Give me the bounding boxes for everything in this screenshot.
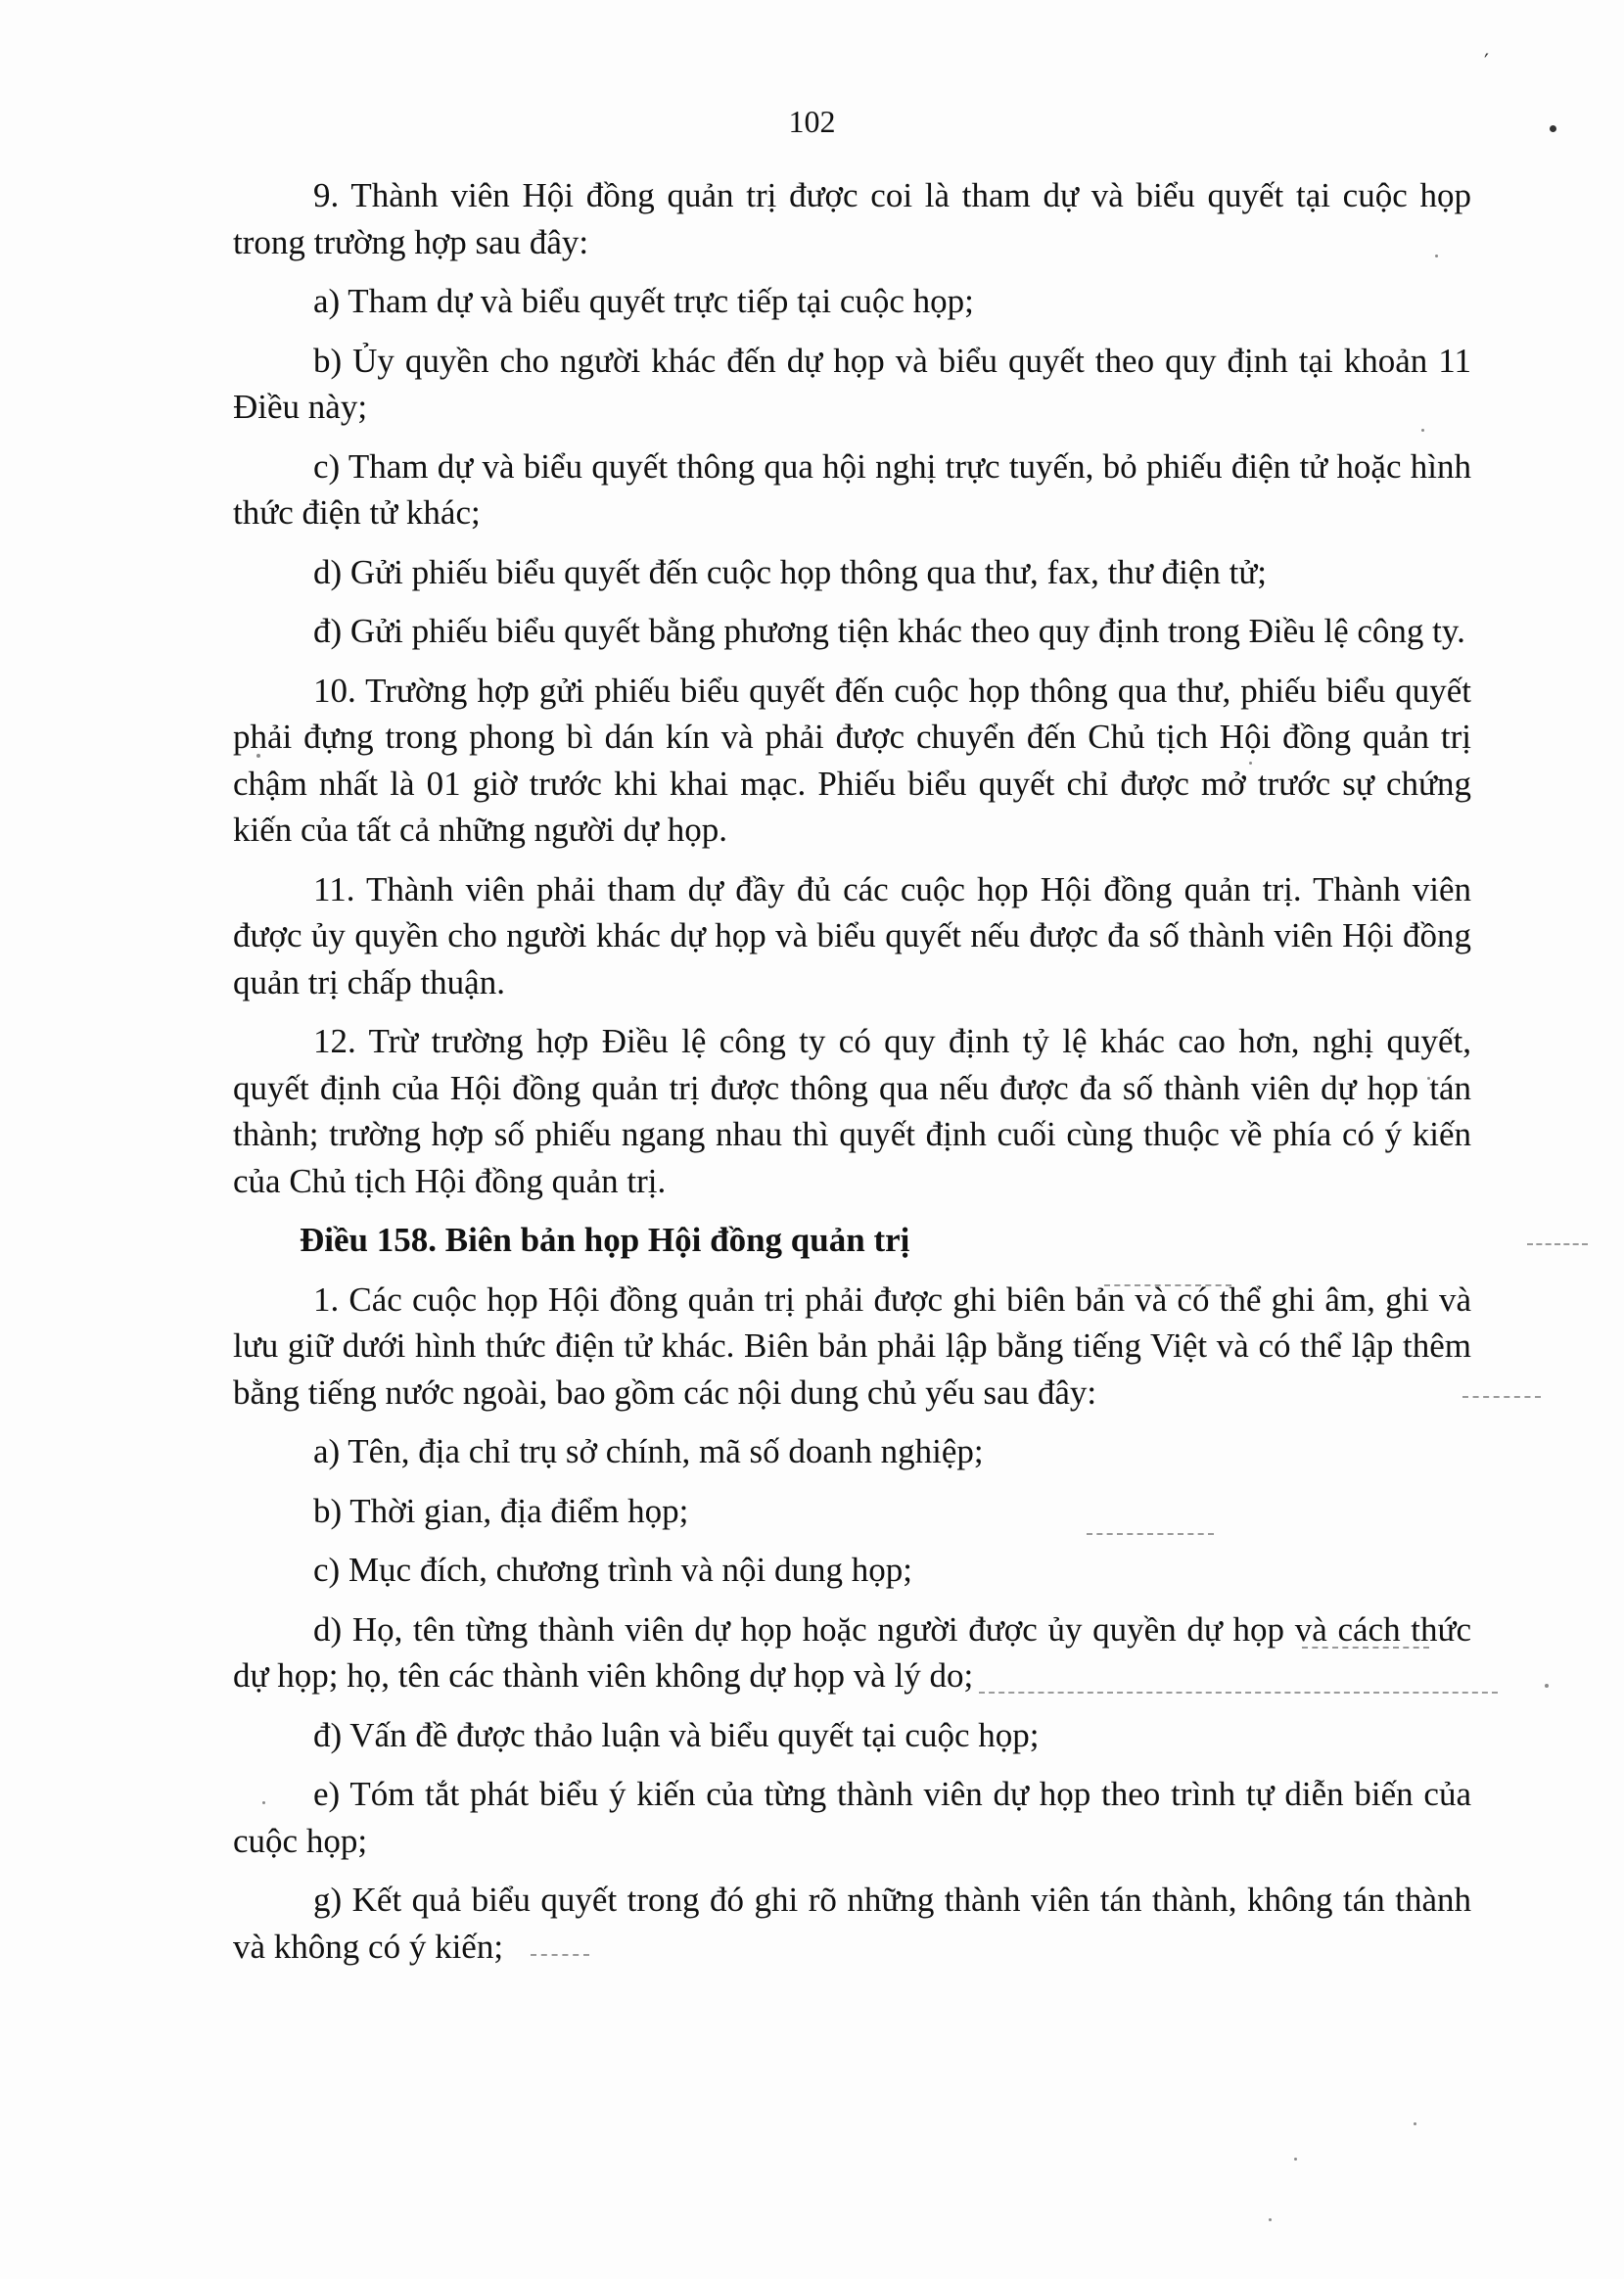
item-1d: d) Họ, tên từng thành viên dự họp hoặc người được ủy quyền dự họp và cách thức dự họp; họ, tên các thành viên không dự họp và lý do; xyxy=(233,1609,1471,1695)
item-1dd: đ) Vấn đề được thảo luận và biểu quyết tại cuộc họp; xyxy=(313,1715,1040,1754)
scan-mark: ′ xyxy=(1484,51,1489,75)
item-1b: b) Thời gian, địa điểm họp; xyxy=(313,1491,689,1530)
item-1c: c) Mục đích, chương trình và nội dung họp; xyxy=(313,1551,912,1589)
item-1a: a) Tên, địa chỉ trụ sở chính, mã số doanh nghiệp; xyxy=(313,1432,984,1470)
item-1g: g) Kết quả biểu quyết trong đó ghi rõ những thành viên tán thành, không tán thành và không có ý kiến; xyxy=(233,1881,1471,1966)
item-9b: b) Ủy quyền cho người khác đến dự họp và biểu quyết theo quy định tại khoản 11 Điều này; xyxy=(233,341,1471,426)
scan-speck xyxy=(1294,2158,1297,2161)
scan-speck xyxy=(1414,2122,1416,2125)
paragraph-11: 11. Thành viên phải tham dự đầy đủ các cuộc họp Hội đồng quản trị. Thành viên được ủy quyền cho người khác dự họp và biểu quyết nếu được đa số thành viên Hội đồng quản trị chấp thuận. xyxy=(233,869,1471,1001)
scan-speck xyxy=(1269,2218,1272,2221)
scan-dash xyxy=(1462,1396,1541,1398)
item-9c: c) Tham dự và biểu quyết thông qua hội nghị trực tuyến, bỏ phiếu điện tử hoặc hình thức điện tử khác; xyxy=(233,446,1471,532)
article-158-paragraph-1: 1. Các cuộc họp Hội đồng quản trị phải được ghi biên bản và có thể ghi âm, ghi và lưu giữ dưới hình thức điện tử khác. Biên bản phải lập bằng tiếng Việt và có thể lập thêm bằng tiếng nước ngoài, bao gồm các nội dung chủ yếu sau đây: xyxy=(233,1279,1471,1412)
article-158-heading: Điều 158. Biên bản họp Hội đồng quản trị xyxy=(300,1221,910,1259)
item-9dd: đ) Gửi phiếu biểu quyết bằng phương tiện khác theo quy định trong Điều lệ công ty. xyxy=(313,612,1465,650)
page-number: 102 xyxy=(788,104,836,139)
paragraph-10: 10. Trường hợp gửi phiếu biểu quyết đến cuộc họp thông qua thư, phiếu biểu quyết phải đựng trong phong bì dán kín và phải được chuyển đến Chủ tịch Hội đồng quản trị chậm nhất là 01 giờ trước khi khai mạc. Phiếu biểu quyết chỉ được mở trước sự chứng kiến của tất cả những người dự họp. xyxy=(233,671,1471,849)
document-body xyxy=(233,172,1471,1982)
scan-speck xyxy=(1545,1684,1549,1688)
item-9d: d) Gửi phiếu biểu quyết đến cuộc họp thông qua thư, fax, thư điện tử; xyxy=(313,552,1268,591)
item-9a: a) Tham dự và biểu quyết trực tiếp tại cuộc họp; xyxy=(313,282,974,320)
item-1e: e) Tóm tắt phát biểu ý kiến của từng thành viên dự họp theo trình tự diễn biến của cuộc họp; xyxy=(233,1775,1471,1860)
paragraph-12: 12. Trừ trường hợp Điều lệ công ty có quy định tỷ lệ khác cao hơn, nghị quyết, quyết định của Hội đồng quản trị được thông qua nếu được đa số thành viên dự họp tán thành; trường hợp số phiếu ngang nhau thì quyết định cuối cùng thuộc về phía có ý kiến của Chủ tịch Hội đồng quản trị. xyxy=(233,1022,1471,1200)
scan-dash xyxy=(1527,1243,1588,1245)
paragraph-9: 9. Thành viên Hội đồng quản trị được coi là tham dự và biểu quyết tại cuộc họp trong trường hợp sau đây: xyxy=(233,176,1471,261)
